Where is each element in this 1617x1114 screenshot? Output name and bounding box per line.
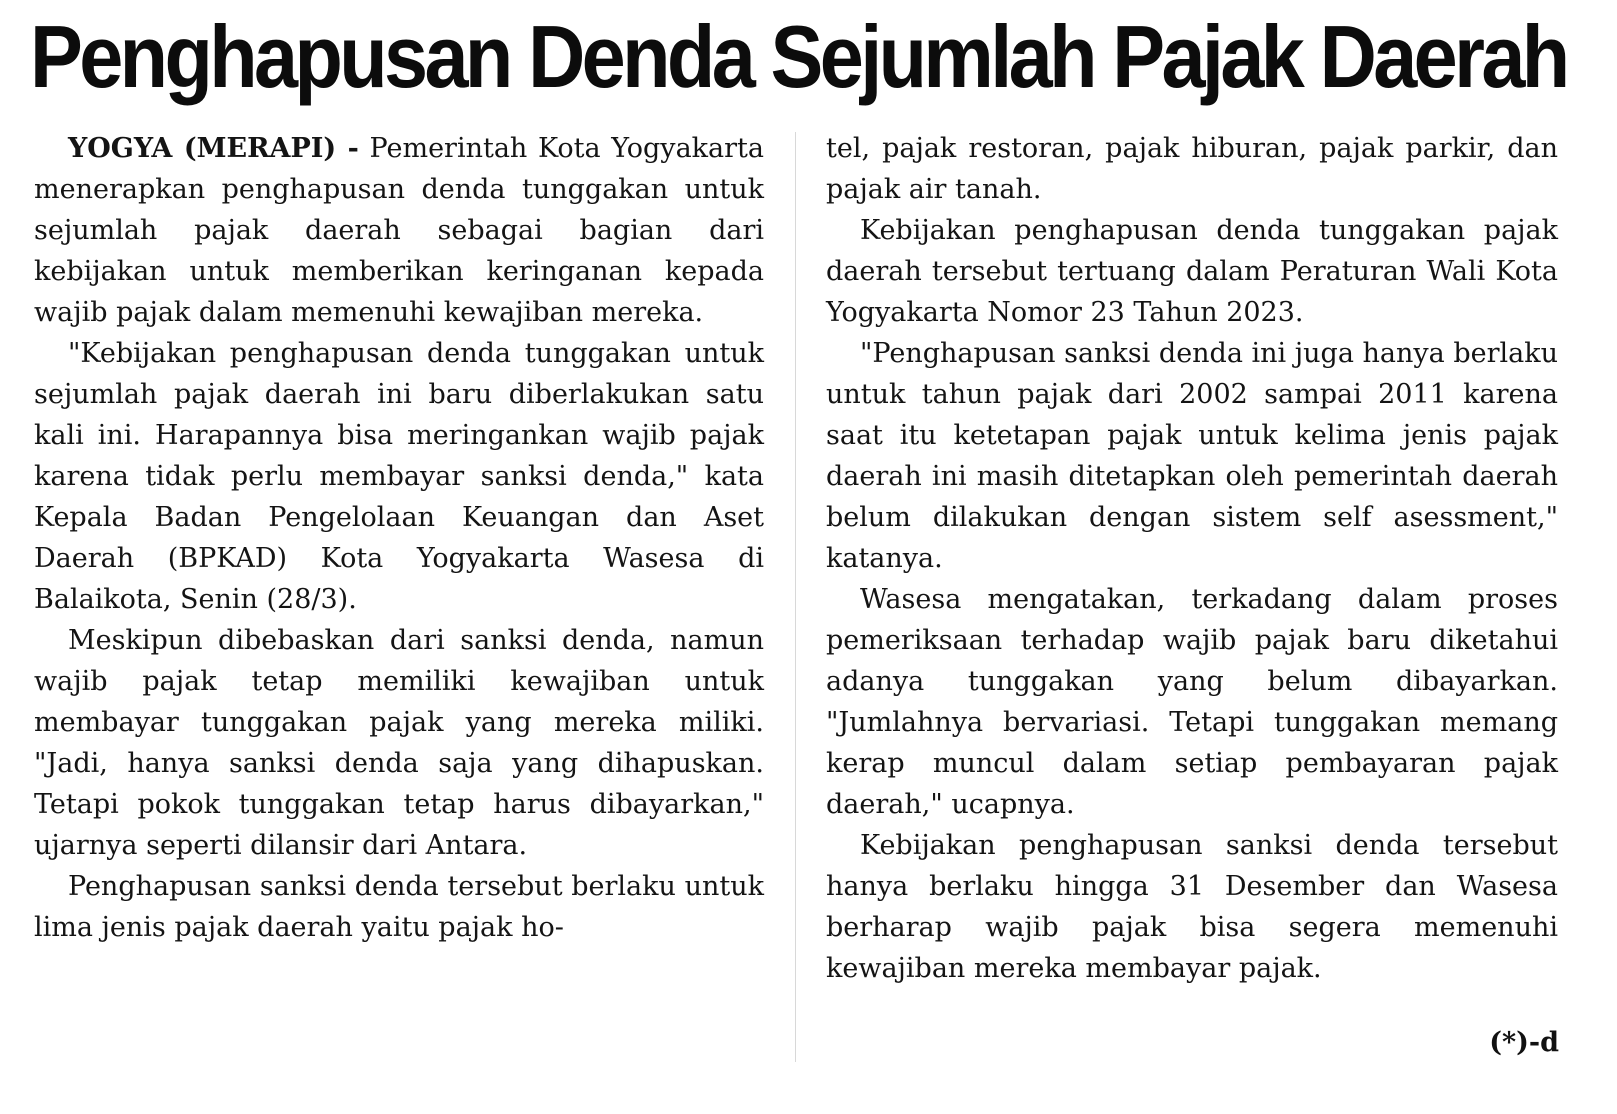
dateline: YOGYA (MERAPI) - (68, 133, 359, 164)
article-headline: Penghapusan Denda Sejumlah Pajak Daerah (30, 7, 1567, 106)
article-paragraph: Wasesa mengatakan, terkadang dalam proses pemeriksaan terhadap wajib pajak baru diketahui adanya tunggakan yang belum dibayarkan. "Jumlahnya bervariasi. Tetapi tunggakan memang kerap muncul dalam setiap pembayaran pajak daerah," ucapnya. (826, 584, 1558, 820)
column-divider (795, 132, 796, 1062)
article-paragraph: "Kebijakan penghapusan denda tunggakan untuk sejumlah pajak daerah ini baru diberlakukan satu kali ini. Harapannya bisa meringankan wajib pajak karena tidak perlu membayar sanksi denda," kata Kepala Badan Pengelolaan Keuangan dan Aset Daerah (BPKAD) Kota Yogyakarta Wasesa di Balaikota, Senin (28/3). (34, 338, 764, 615)
article-column-right (826, 128, 1558, 989)
article-paragraph: Meskipun dibebaskan dari sanksi denda, namun wajib pajak tetap memiliki kewajiban untuk membayar tunggakan pajak yang mereka miliki. "Jadi, hanya sanksi denda saja yang dihapuskan. Tetapi pokok tunggakan tetap harus dibayarkan," ujarnya seperti dilansir dari Antara. (34, 625, 764, 861)
article-paragraph: Kebijakan penghapusan denda tunggakan pajak daerah tersebut tertuang dalam Peraturan Wali Kota Yogyakarta Nomor 23 Tahun 2023. (826, 215, 1558, 328)
article-paragraph: "Penghapusan sanksi denda ini juga hanya berlaku untuk tahun pajak dari 2002 sampai 2011 karena saat itu ketetapan pajak untuk kelima jenis pajak daerah ini masih ditetapkan oleh pemerintah daerah belum dilakukan dengan sistem self asessment," katanya. (826, 338, 1558, 574)
author-signoff: (*)-d (1489, 1027, 1559, 1058)
article-paragraph: Kebijakan penghapusan sanksi denda tersebut hanya berlaku hingga 31 Desember dan Wasesa berharap wajib pajak bisa segera memenuhi kewajiban mereka membayar pajak. (826, 830, 1558, 984)
article-paragraph (34, 128, 764, 333)
article-column-left (34, 128, 764, 948)
article-paragraph-continued: tel, pajak restoran, pajak hiburan, pajak parkir, dan pajak air tanah. (826, 133, 1558, 205)
article-paragraph: Penghapusan sanksi denda tersebut berlaku untuk lima jenis pajak daerah yaitu pajak ho- (34, 871, 764, 943)
paragraph-text: Pemerintah Kota Yogyakarta menerapkan penghapusan denda tunggakan untuk sejumlah pajak daerah sebagai bagian dari kebijakan untuk memberikan keringanan kepada wajib pajak dalam memenuhi kewajiban mereka. (34, 133, 764, 328)
